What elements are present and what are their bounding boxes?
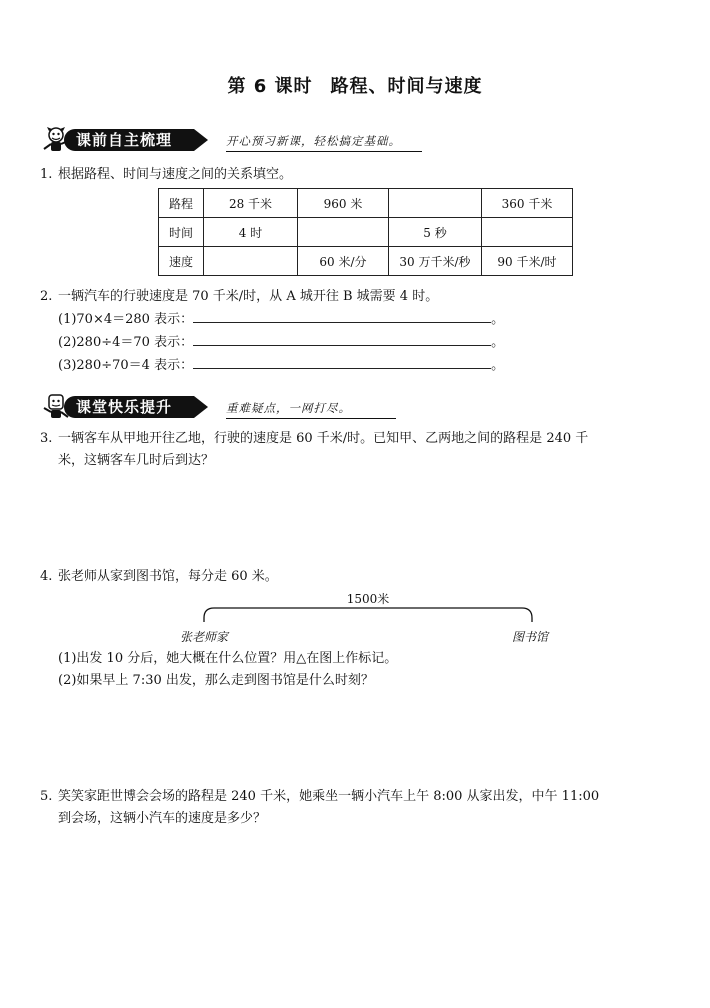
question-2: 2. 一辆汽车的行驶速度是 70 千米/时，从 A 城开往 B 城需要 4 时。	[40, 289, 439, 304]
distance-label: 1500米	[346, 592, 390, 606]
question-2-item-2: (2)280÷4＝70 表示： 。	[40, 331, 504, 354]
table-cell	[204, 247, 298, 276]
question-2-text: 一辆汽车的行驶速度是 70 千米/时，从 A 城开往 B 城需要 4 时。	[58, 289, 439, 304]
table-cell: 路程	[159, 189, 204, 218]
home-label: 张老师家	[180, 630, 229, 644]
question-2-item-1: (1)70×4＝280 表示： 。	[40, 308, 504, 331]
question-1-text: 根据路程、时间与速度之间的关系填空。	[58, 167, 293, 182]
distance-diagram	[200, 592, 536, 642]
question-4-sub-2: (2)如果早上 7:30 出发，那么走到图书馆是什么时刻？	[58, 673, 374, 688]
section-title: 课前自主梳理	[64, 129, 194, 151]
answer-line[interactable]	[193, 354, 491, 369]
section-banner-preview	[40, 125, 440, 155]
table-row	[159, 247, 573, 276]
table-row	[159, 189, 573, 218]
relation-table	[158, 188, 573, 276]
table-row	[159, 218, 573, 247]
table-cell: 30 万千米/秒	[389, 247, 482, 276]
table-cell: 4 时	[204, 218, 298, 247]
slogan-underline	[226, 151, 422, 152]
table-cell: 960 米	[298, 189, 389, 218]
table-cell: 速度	[159, 247, 204, 276]
section-title: 课堂快乐提升	[64, 396, 194, 418]
lesson-number: 第 6 课时	[227, 76, 313, 97]
question-1: 1. 根据路程、时间与速度之间的关系填空。	[40, 167, 293, 182]
section-slogan: 重难疑点，一网打尽。	[226, 401, 351, 415]
answer-line[interactable]	[193, 308, 491, 323]
lesson-topic: 路程、时间与速度	[330, 76, 483, 97]
answer-line[interactable]	[193, 331, 491, 346]
question-4-sub-1: (1)出发 10 分后，她大概在什么位置？用△在图上作标记。	[58, 651, 398, 666]
library-label: 图书馆	[512, 630, 549, 644]
question-5: 5. 笑笑家距世博会会场的路程是 240 千米，她乘坐一辆小汽车上午 8:00 从家出发，中午 11:00 到会场，这辆小汽车的速度是多少？	[40, 789, 600, 826]
table-cell: 60 米/分	[298, 247, 389, 276]
slogan-underline	[226, 418, 396, 419]
question-4: 4. 张老师从家到图书馆，每分走 60 米。	[40, 569, 278, 584]
question-2-item-3: (3)280÷70＝4 表示： 。	[40, 354, 504, 377]
question-3: 3. 一辆客车从甲地开往乙地，行驶的速度是 60 千米/时。已知甲、乙两地之间的路程是 240 千 米，这辆客车几时后到达？	[40, 431, 589, 468]
table-cell	[389, 189, 482, 218]
page-title	[0, 72, 710, 98]
table-cell: 5 秒	[389, 218, 482, 247]
table-cell: 28 千米	[204, 189, 298, 218]
table-cell	[298, 218, 389, 247]
section-slogan: 开心预习新课，轻松搞定基础。	[226, 134, 401, 148]
table-cell: 时间	[159, 218, 204, 247]
section-banner-practice	[40, 392, 440, 422]
table-cell: 90 千米/时	[482, 247, 573, 276]
table-cell: 360 千米	[482, 189, 573, 218]
table-cell	[482, 218, 573, 247]
